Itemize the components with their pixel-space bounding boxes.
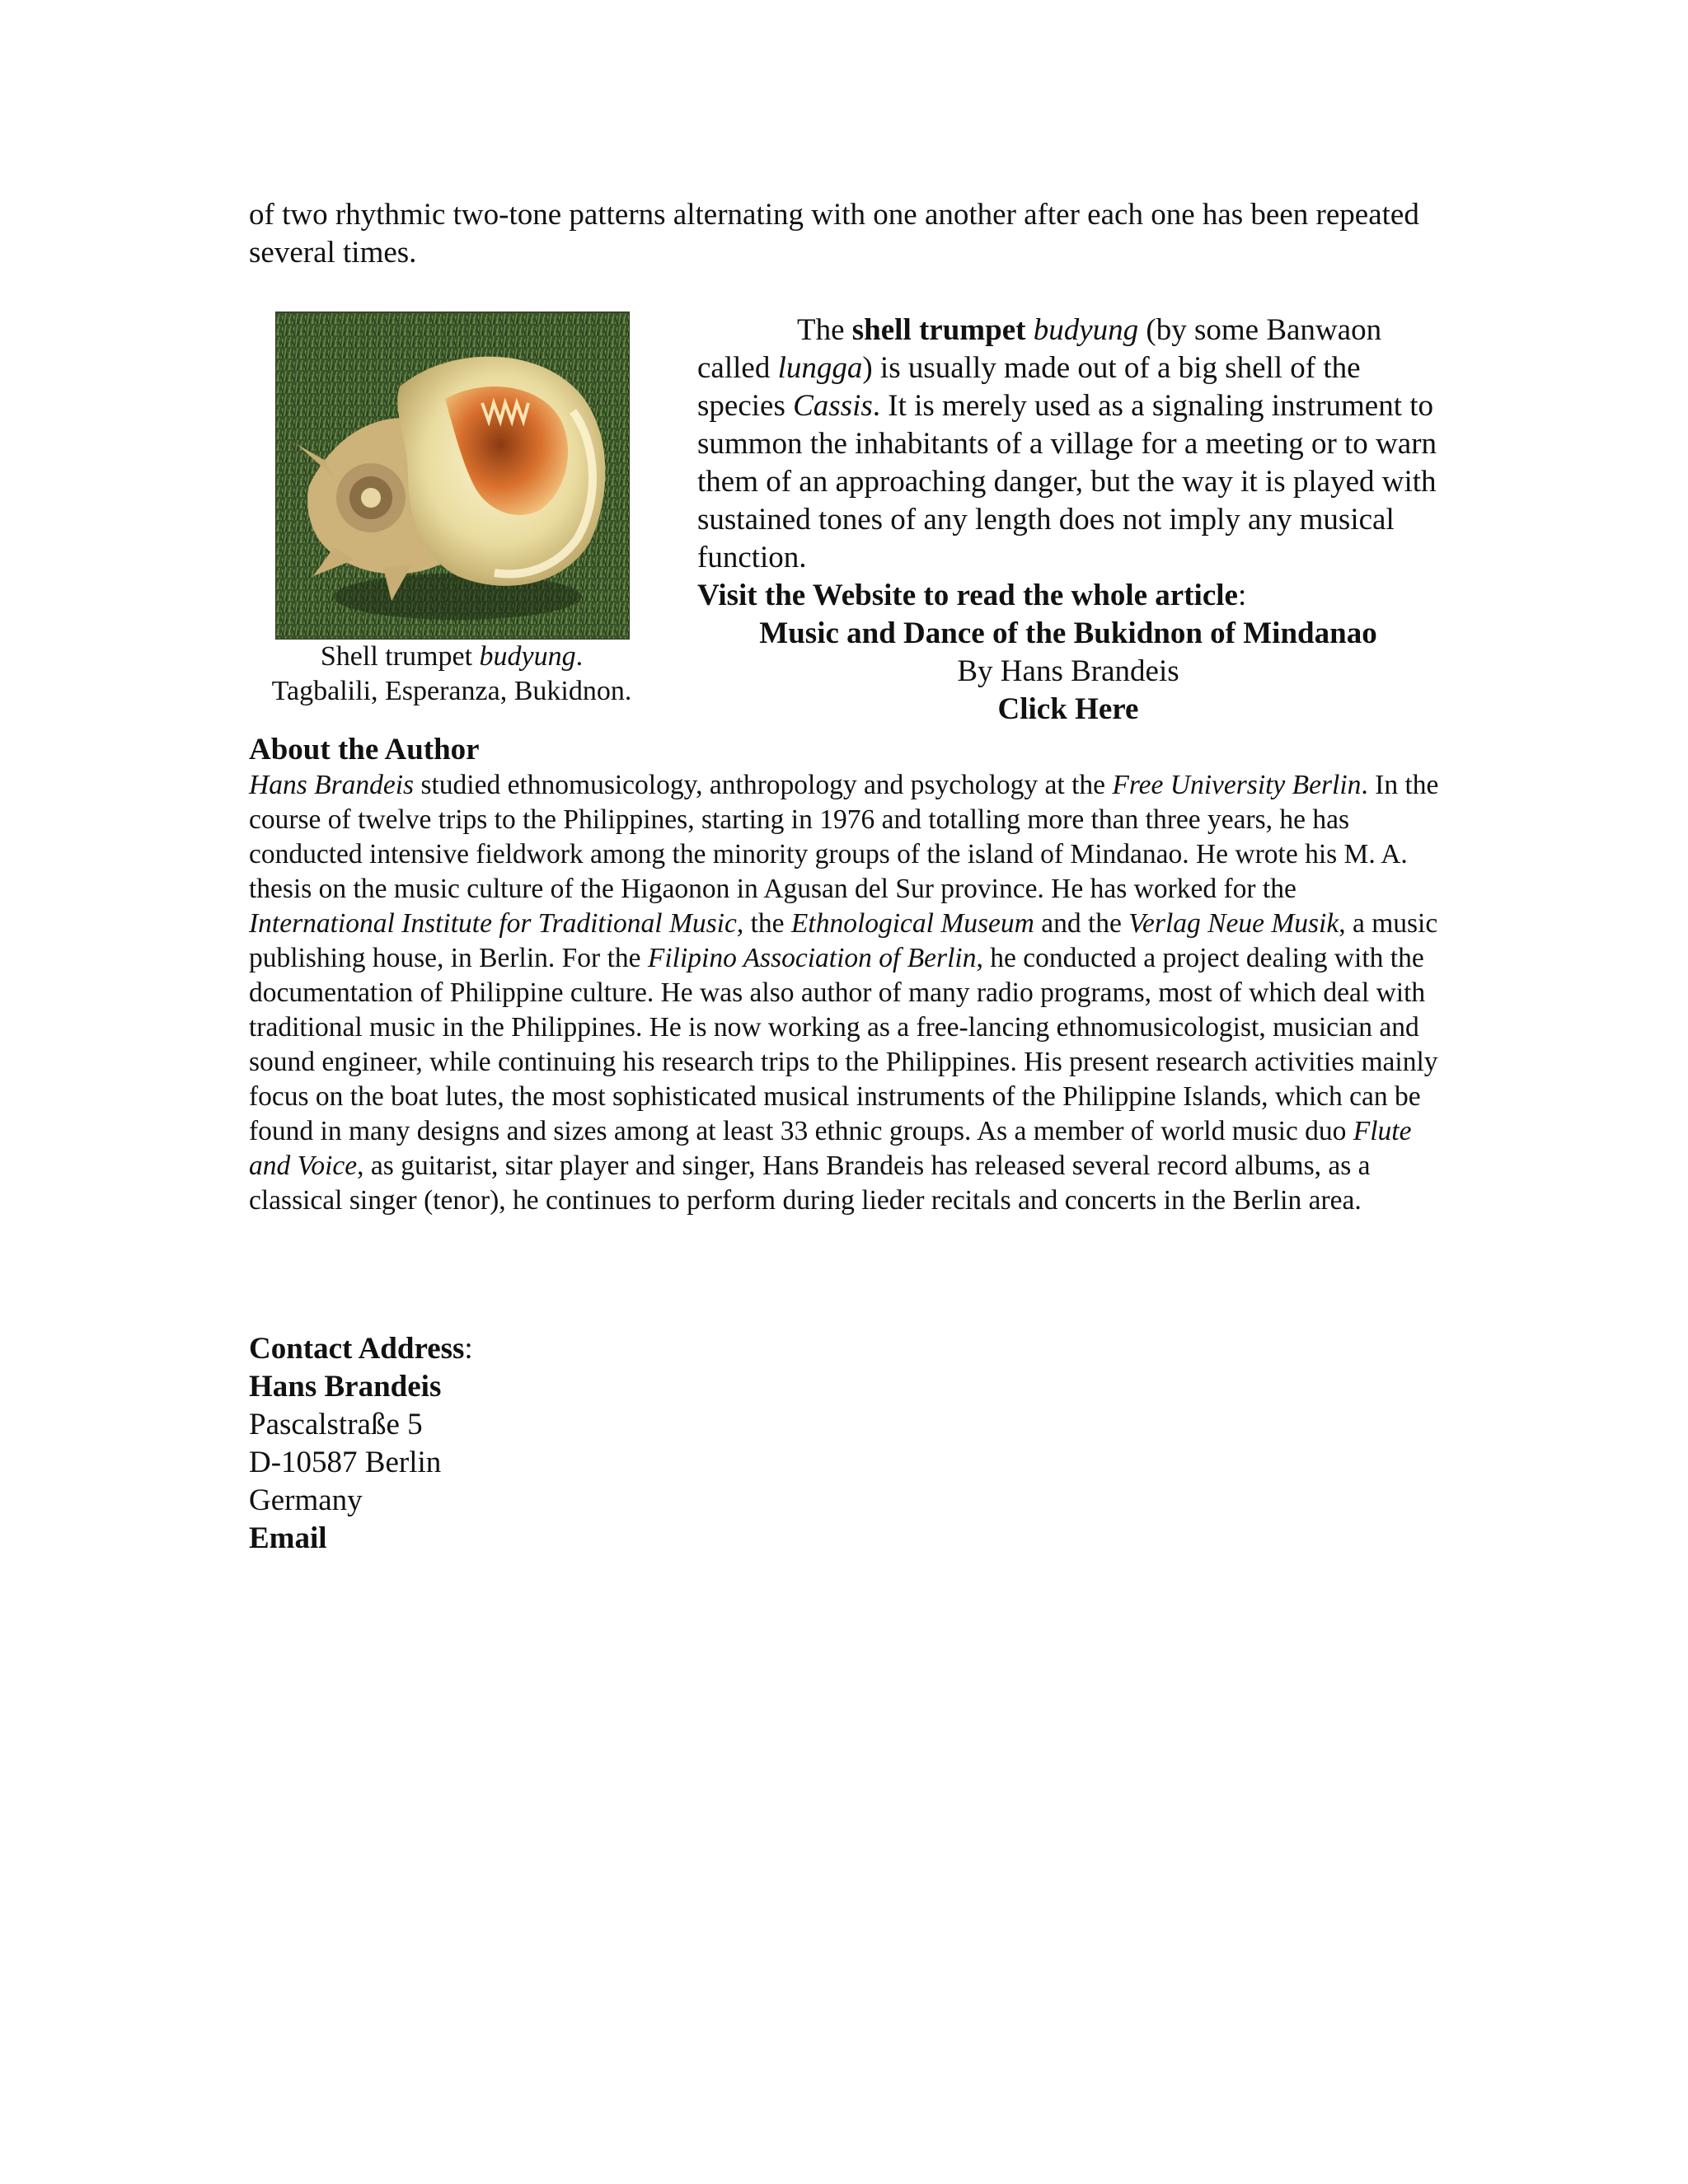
click-here-text[interactable]: Click Here (997, 692, 1139, 726)
italic-term: Verlag Neue Musik (1128, 908, 1339, 939)
about-author-heading: About the Author (249, 733, 480, 766)
email-link-text[interactable]: Email (249, 1521, 327, 1555)
article-byline: By Hans Brandeis (957, 654, 1179, 688)
text-run: and the (1034, 908, 1129, 939)
text-run: , as guitarist, sitar player and singer, Hans Brandeis has released several record albums, as a classical singer (tenor), he continues to perform during lieder recitals and concerts in the Berlin area. (249, 1151, 1371, 1216)
shell-figure (249, 312, 654, 709)
text-run: studied ethnomusicology, anthropology and psychology at the (414, 770, 1113, 800)
text-run: the (743, 908, 791, 939)
italic-term: lungga (777, 351, 863, 385)
italic-term: International Institute for Traditional Music, (249, 908, 744, 939)
text-run (1025, 313, 1033, 347)
contact-label: Contact Address (249, 1332, 465, 1366)
italic-term: Cassis (793, 389, 873, 423)
contact-name-text: Hans Brandeis (249, 1370, 442, 1404)
shell-trumpet-section (697, 312, 1439, 729)
italic-term: Filipino Association of Berlin (647, 943, 977, 973)
contact-block (249, 1330, 473, 1558)
author-bio-paragraph (249, 768, 1444, 1218)
article-title (697, 615, 1439, 653)
bold-term: shell trumpet (851, 313, 1026, 347)
article-title-text: Music and Dance of the Bukidnon of Mindanao (759, 616, 1377, 650)
text-run: : (464, 1332, 473, 1366)
visit-website-label: Visit the Website to read the whole article (697, 579, 1238, 612)
text-run: , he conducted a project dealing with the documentation of Philippine culture. He was also author of many radio programs, most of which deal with traditional music in the Philippines. He is now working as a free-lancing ethnomusicologist, musician and sound engineer, while continuing his research trips to the Philippines. His present research activities mainly focus on the boat lutes, the most sophisticated musical instruments of the Philippine Islands, which can be found in many designs and sizes among at least 33 ethnic groups. As a member of world music duo (249, 943, 1438, 1146)
contact-label-line (249, 1330, 473, 1368)
text-run: The (797, 313, 852, 347)
contact-name (249, 1368, 473, 1406)
contact-street: Pascalstraße 5 (249, 1408, 423, 1441)
figure-caption (249, 640, 654, 709)
text-run: : (1237, 579, 1247, 612)
caption-text: Shell trumpet (320, 641, 480, 672)
click-here-link[interactable] (697, 691, 1439, 729)
contact-country: Germany (249, 1483, 363, 1517)
caption-location: Tagbalili, Esperanza, Bukidnon. (271, 676, 632, 706)
text-run: . It is merely used as a signaling instrument to summon the inhabitants of a village for a meeting or to warn them of an approaching danger, but the way it is played with sustained tones of any length does not imply any musical function. (697, 389, 1437, 574)
caption-italic: budyung (479, 641, 576, 672)
intro-paragraph: of two rhythmic two-tone patterns alternating with one another after each one has been repeated several times. (249, 198, 1419, 269)
text-run: ) is usually made out of a big shell of the species (697, 351, 1361, 423)
shell-trumpet-paragraph (697, 312, 1439, 577)
italic-term: budyung (1033, 313, 1139, 347)
italic-term: Hans Brandeis (249, 770, 415, 800)
italic-term: Ethnological Museum (790, 908, 1034, 939)
caption-period: . (575, 641, 584, 672)
italic-term: Flute and Voice (249, 1116, 1412, 1181)
contact-city: D-10587 Berlin (249, 1446, 442, 1479)
shell-trumpet-photo (275, 312, 630, 640)
text-run: , a music publishing house, in Berlin. For the (249, 908, 1438, 973)
italic-term: Free University Berlin (1112, 770, 1362, 800)
text-run: (by some Banwaon called (697, 313, 1382, 385)
visit-website-line (697, 577, 1439, 615)
email-link[interactable] (249, 1520, 473, 1558)
text-run: . In the course of twelve trips to the Philippines, starting in 1976 and totalling more than three years, he has conducted intensive fieldwork among the minority groups of the island of Mindanao. He wrote his M. A. thesis on the music culture of the Higaonon in Agusan del Sur province. He has worked for the (249, 770, 1439, 904)
